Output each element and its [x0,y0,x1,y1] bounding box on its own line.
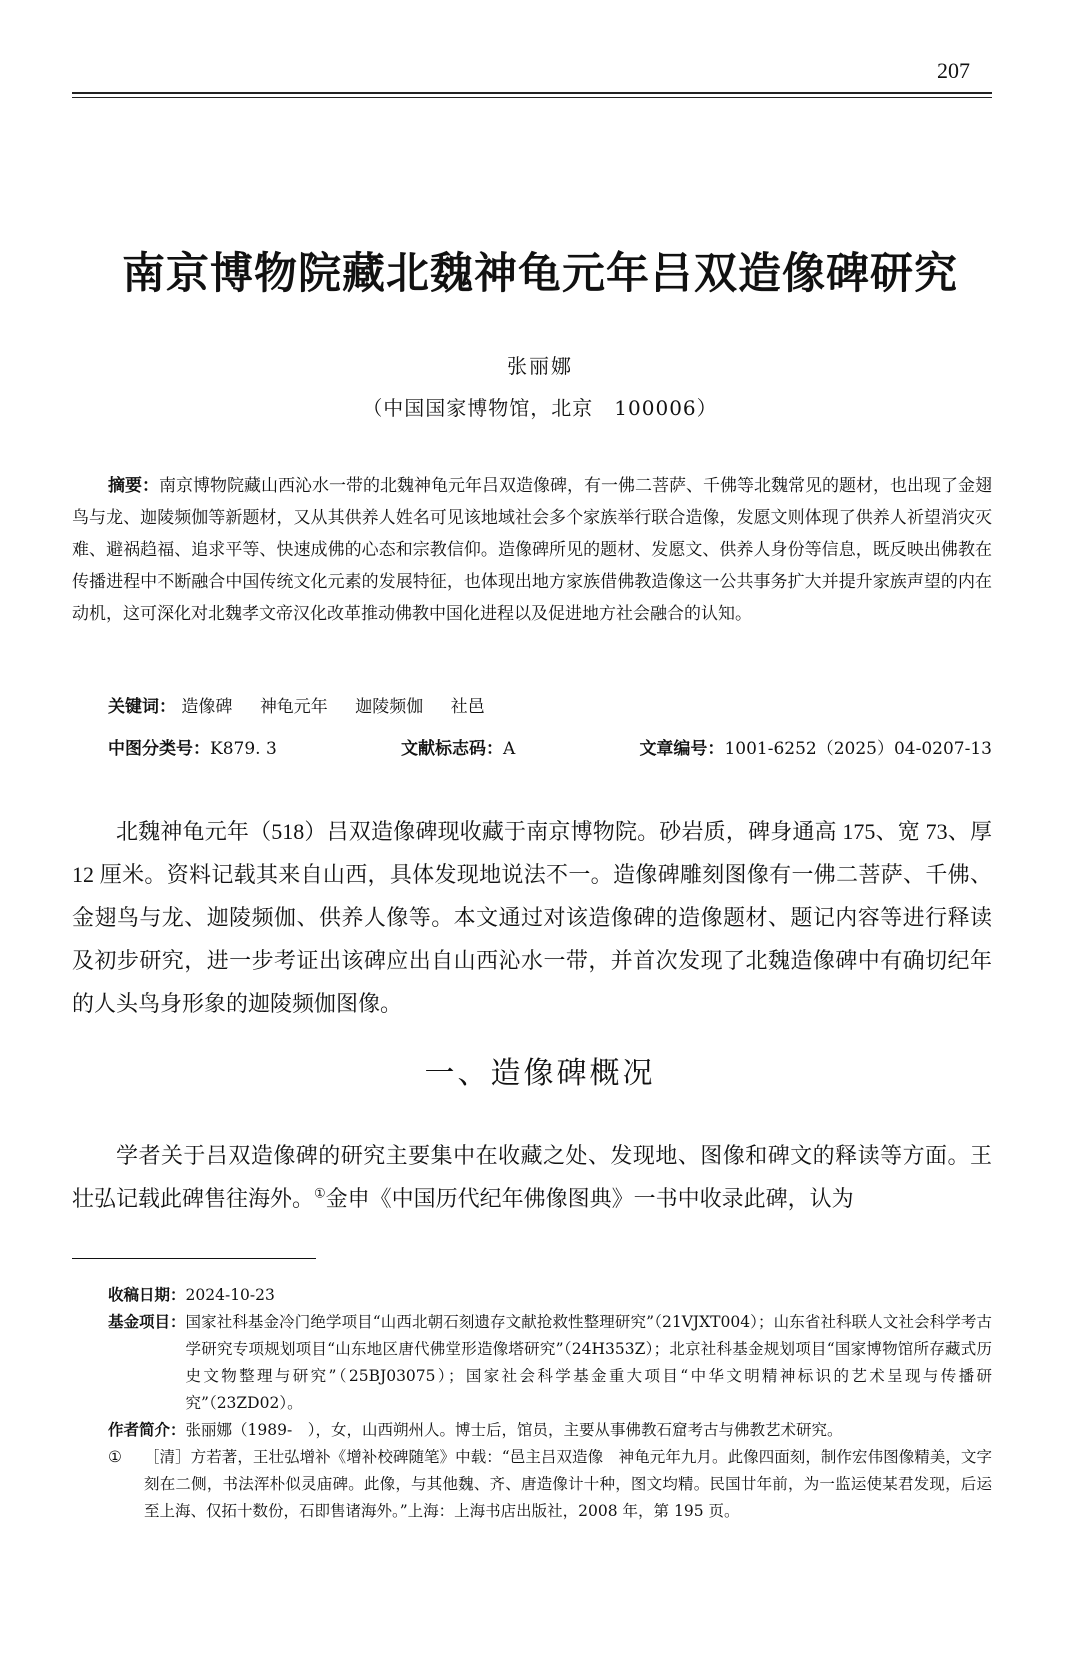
doc-code-label: 文献标志码： [400,739,503,759]
clc-number [108,734,277,759]
footnote-text: ［清］方若著，王壮弘增补《增补校碑随笔》中载：“邑主吕双造像 神龟元年九月。此像四面刻，制作宏伟图像精美，文字刻在二侧，书法浑朴似灵庙碑。此像，与其他魏、齐、唐造像计十种，图文均精。民国廿年前，为一监运使某君发现，后运至上海、仅拓十数份，石即售诸海外。”上海：上海书店出版社，2008 年，第 195 页。 [144,1448,992,1520]
footnotes [108,1282,992,1525]
article-title: 南京博物院藏北魏神龟元年吕双造像碑研究 [122,249,958,299]
body-paragraph-1: 北魏神龟元年（518）吕双造像碑现收藏于南京博物院。砂岩质，碑身通高 175、宽 73、厚 12 厘米。资料记载其来自山西，具体发现地说法不一。造像碑雕刻图像有一佛二菩萨、千佛、金翅鸟与龙、迦陵频伽、供养人像等。本文通过对该造像碑的造像题材、题记内容等进行释读及初步研究，进一步考证出该碑应出自山西沁水一带，并首次发现了北魏造像碑中有确切纪年的人头鸟身形象的迦陵频伽图像。 [72,819,992,1016]
article-number-label: 文章编号： [639,739,725,759]
author-bio-label: 作者简介： [108,1421,186,1439]
classification-row [108,734,992,759]
footnote-marker: ① [108,1448,122,1466]
keyword: 造像碑 [181,697,233,717]
paragraph-text: 金申《中国历代纪年佛像图典》一书中收录此碑，认为 [325,1186,854,1211]
paragraph-text: 学者关于吕双造像碑的研究主要集中在收藏之处、发现地、图像和碑文的释读等方面。王壮弘记载此碑售往海外。 [72,1143,992,1211]
header-rule [72,92,992,98]
fund-project [108,1309,992,1417]
received-date [108,1282,992,1309]
clc-value: K879. 3 [210,739,277,759]
section-heading: 一、造像碑概况 [424,1056,656,1091]
article-number [639,734,992,759]
received-value: 2024-10-23 [185,1286,275,1304]
fund-value: 国家社科基金冷门绝学项目“山西北朝石刻遗存文献抢救性整理研究”（21VJXT004）；山东省社科联人文社会科学考古学研究专项规划项目“山东地区唐代佛堂形造像塔研究”（24H353Z）；北京社科基金规划项目“国家博物馆所存藏式历史文物整理与研究”（25BJ03075）；国家社会科学基金重大项目“中华文明精神标识的艺术呈现与传播研究”（23ZD02）。 [185,1313,992,1412]
footnote-rule [72,1258,316,1259]
fund-label: 基金项目： [108,1313,186,1331]
abstract-label: 摘要： [108,476,159,496]
keyword: 神龟元年 [259,697,328,717]
article-number-value: 1001-6252（2025）04-0207-13 [724,739,992,759]
author-name: 张丽娜 [507,354,573,378]
body-paragraph-2 [72,1134,992,1220]
page-number: 207 [937,58,970,83]
footnote-ref[interactable]: ① [314,1185,326,1201]
keyword: 社邑 [450,697,485,717]
keyword: 迦陵频伽 [355,697,424,717]
abstract [72,470,992,630]
author-bio-value: 张丽娜（1989- ），女，山西朔州人。博士后，馆员，主要从事佛教石窟考古与佛教艺术研究。 [185,1421,843,1439]
document-code [401,734,515,759]
clc-label: 中图分类号： [108,739,210,759]
keywords [108,692,507,717]
received-label: 收稿日期： [108,1286,186,1304]
footnote-1 [108,1444,992,1525]
abstract-text: 南京博物院藏山西沁水一带的北魏神龟元年吕双造像碑，有一佛二菩萨、千佛等北魏常见的题材，也出现了金翅鸟与龙、迦陵频伽等新题材，又从其供养人姓名可见该地域社会多个家族举行联合造像，发愿文则体现了供养人祈望消灾灭难、避祸趋福、追求平等、快速成佛的心态和宗教信仰。造像碑所见的题材、发愿文、供养人身份等信息，既反映出佛教在传播进程中不断融合中国传统文化元素的发展特征，也体现出地方家族借佛教造像这一公共事务扩大并提升家族声望的内在动机，这可深化对北魏孝文帝汉化改革推动佛教中国化进程以及促进地方社会融合的认知。 [72,476,992,624]
keywords-label: 关键词： [108,697,176,717]
doc-code-value: A [502,739,516,759]
author-affiliation: （中国国家博物馆，北京 100006） [362,396,718,420]
author-bio [108,1417,992,1444]
